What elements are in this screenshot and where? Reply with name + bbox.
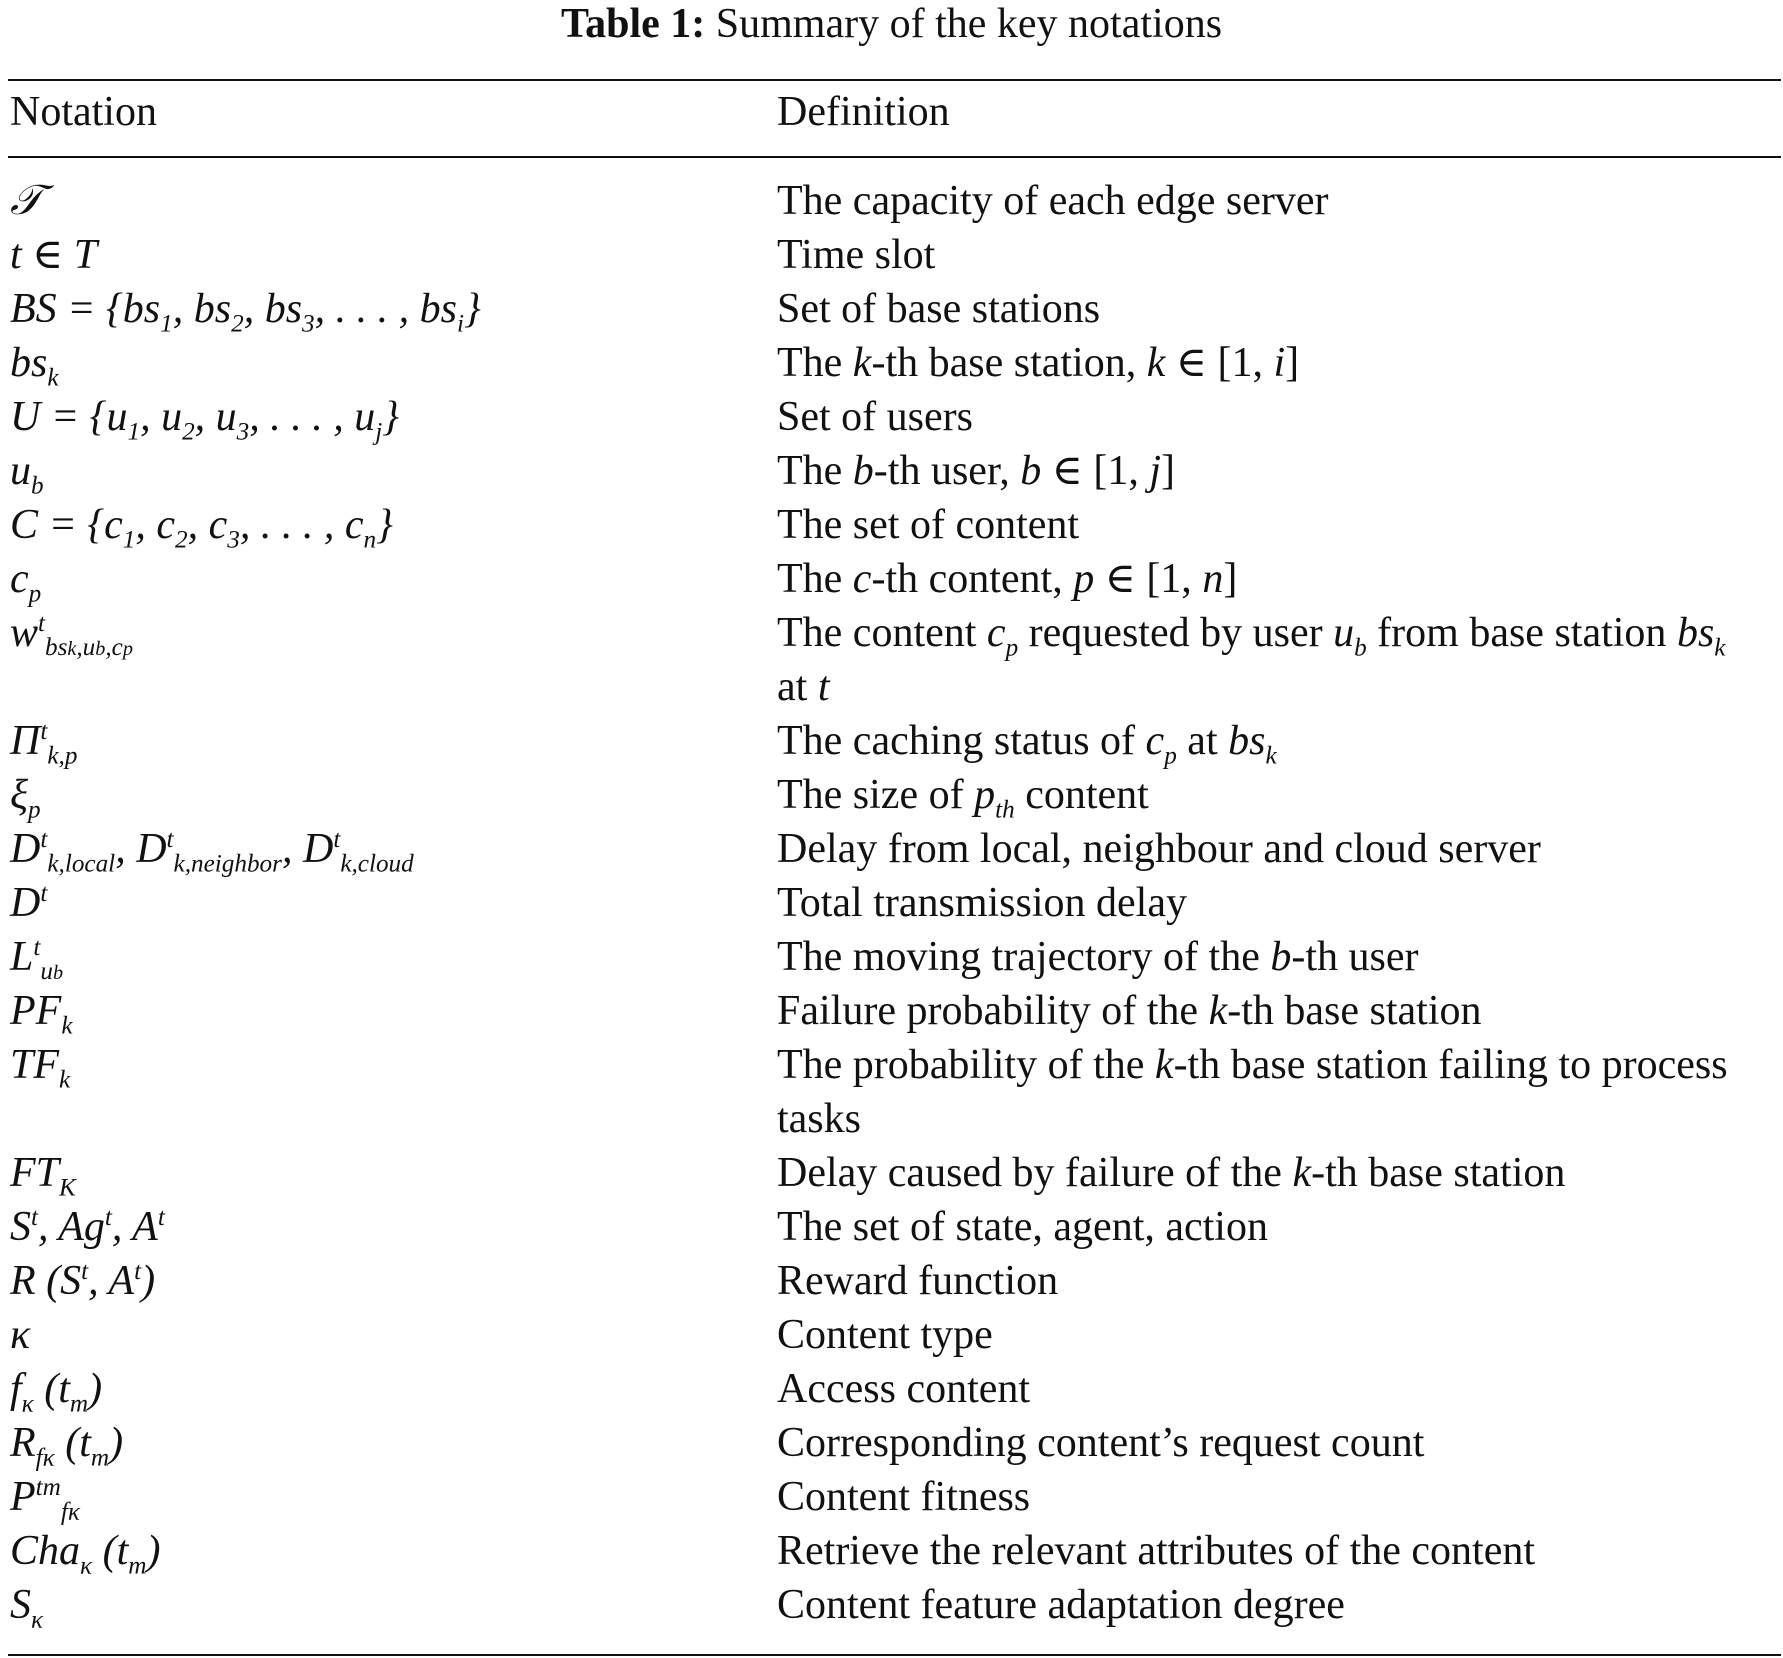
header-rule xyxy=(8,156,1781,158)
notation-cell: $\xi_p$ xyxy=(10,772,41,824)
top-rule xyxy=(8,79,1781,81)
notation-cell: 𝒯 xyxy=(10,178,43,224)
table-row xyxy=(0,1416,1783,1470)
table-row xyxy=(0,1038,1783,1146)
definition-cell: The set of content xyxy=(777,502,1080,548)
definition-cell: The capacity of each edge server xyxy=(777,178,1329,224)
notation-cell: $w^t_{bsk,ub,cp}$ xyxy=(10,610,133,662)
table-row xyxy=(0,1470,1783,1524)
definition-cell: Corresponding content’s request count xyxy=(777,1420,1425,1466)
table-row xyxy=(0,498,1783,552)
table-row xyxy=(0,228,1783,282)
bottom-rule xyxy=(8,1654,1781,1656)
notation-cell: BS = {$bs_1$, $bs_2$, $bs_3$, . . . , $bs_i$} xyxy=(10,286,481,338)
caption-text: Summary of the key notations xyxy=(715,1,1223,47)
table-row xyxy=(0,1146,1783,1200)
table-row xyxy=(0,1254,1783,1308)
definition-cell: Delay from local, neighbour and cloud server xyxy=(777,826,1541,872)
table-row xyxy=(0,606,1783,714)
table-row xyxy=(0,174,1783,228)
definition-cell: Delay caused by failure of the k-th base station xyxy=(777,1150,1566,1196)
notation-cell: $S_\kappa$ xyxy=(10,1582,44,1634)
notation-cell: $PF_k$ xyxy=(10,988,73,1040)
notation-cell: $P^{tm}_{f\kappa}$ xyxy=(10,1474,80,1526)
table-row xyxy=(0,336,1783,390)
notation-cell: $S^t$, Ag$^t$, $A^t$ xyxy=(10,1204,165,1250)
notation-cell: t ∈ T xyxy=(10,232,98,278)
table-row xyxy=(0,1578,1783,1632)
table-row xyxy=(0,1524,1783,1578)
table-row xyxy=(0,930,1783,984)
table-row xyxy=(0,1308,1783,1362)
definition-cell: Retrieve the relevant attributes of the content xyxy=(777,1528,1536,1574)
definition-cell: Set of users xyxy=(777,394,973,440)
notation-cell: $TF_k$ xyxy=(10,1042,71,1094)
definition-cell: Set of base stations xyxy=(777,286,1101,332)
notation-cell: Cha$_\kappa$ $(t_m)$ xyxy=(10,1528,161,1580)
definition-cell: The c-th content, p ∈ [1, n] xyxy=(777,556,1238,602)
notation-cell: $FT_K$ xyxy=(10,1150,76,1202)
definition-cell: The caching status of $c_p$ at $bs_k$ xyxy=(777,718,1277,770)
table-row xyxy=(0,876,1783,930)
notation-cell: κ xyxy=(10,1312,31,1358)
definition-cell: Access content xyxy=(777,1366,1031,1412)
definition-cell: The size of $p_{th}$ content xyxy=(777,772,1149,824)
notation-cell: $R_{f\kappa}$ $(t_m)$ xyxy=(10,1420,124,1472)
notation-cell: $u_b$ xyxy=(10,448,44,500)
definition-cell: The content $c_p$ requested by user $u_b$ from base station $bs_k$ at t xyxy=(777,610,1726,710)
definition-cell: Content feature adaptation degree xyxy=(777,1582,1345,1628)
notation-cell: $C = \{c_1$, $c_2$, $c_3$, . . . , $c_n$} xyxy=(10,502,393,554)
table-row xyxy=(0,714,1783,768)
definition-cell: Content type xyxy=(777,1312,993,1358)
notation-cell: $D^t_{k,local}$, $D^t_{k,neighbor}$, $D^t_{k,cloud}$ xyxy=(10,826,414,878)
notation-cell: $bs_k$ xyxy=(10,340,59,392)
table-row xyxy=(0,282,1783,336)
definition-cell: Time slot xyxy=(777,232,936,278)
table-row xyxy=(0,390,1783,444)
table-row xyxy=(0,552,1783,606)
table-caption xyxy=(0,0,1783,48)
table-row xyxy=(0,984,1783,1038)
table-row xyxy=(0,444,1783,498)
definition-cell: Content fitness xyxy=(777,1474,1031,1520)
definition-cell: Total transmission delay xyxy=(777,880,1187,926)
notation-cell: R ($S^t$, $A^t$) xyxy=(10,1258,156,1304)
header-definition: Definition xyxy=(777,89,950,135)
definition-cell: The k-th base station, k ∈ [1, i] xyxy=(777,340,1300,386)
definition-cell: The moving trajectory of the b-th user xyxy=(777,934,1419,980)
caption-label: Table 1: xyxy=(560,1,706,47)
notation-cell: $U = \{u_1$, $u_2$, $u_3$, . . . , $u_j$} xyxy=(10,394,400,446)
notation-cell: $\Pi^t_{k,p}$ xyxy=(10,718,78,770)
notation-cell: $f_\kappa$ $(t_m)$ xyxy=(10,1366,103,1418)
definition-cell: The b-th user, b ∈ [1, j] xyxy=(777,448,1175,494)
table-row xyxy=(0,768,1783,822)
definition-cell: The set of state, agent, action xyxy=(777,1204,1268,1250)
table-body xyxy=(0,174,1783,1632)
header-notation: Notation xyxy=(10,89,157,135)
table-row xyxy=(0,1200,1783,1254)
definition-cell: Reward function xyxy=(777,1258,1059,1304)
definition-cell: Failure probability of the k-th base station xyxy=(777,988,1482,1034)
notation-cell: $L^t_{ub}$ xyxy=(10,934,64,986)
notation-cell: $c_p$ xyxy=(10,556,42,608)
table-row xyxy=(0,1362,1783,1416)
notation-cell: $D^t$ xyxy=(10,880,48,926)
table-row xyxy=(0,822,1783,876)
definition-cell: The probability of the k-th base station failing to process tasks xyxy=(777,1042,1728,1142)
